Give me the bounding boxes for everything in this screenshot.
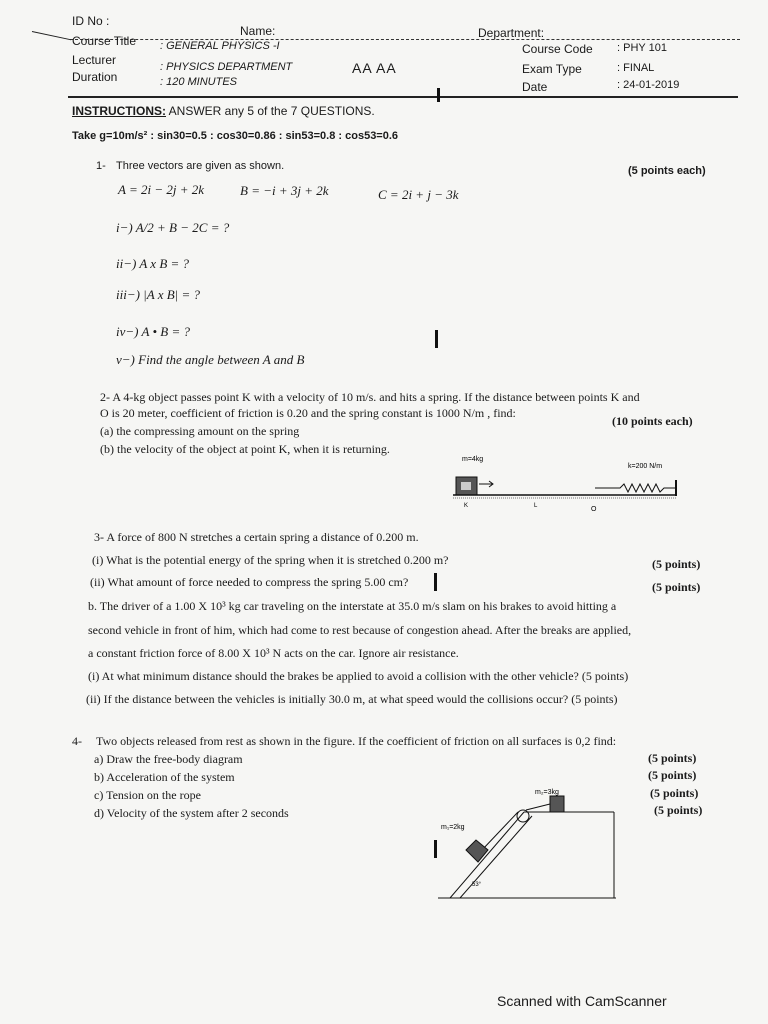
q3-b-part-ii: (ii) If the distance between the vehicles is initially 30.0 m, at what speed would the collisions occur? (5 points) <box>86 692 618 706</box>
q3-line1: 3- A force of 800 N stretches a certain spring a distance of 0.200 m. <box>94 530 419 544</box>
q2-points: (10 points each) <box>612 414 693 428</box>
instructions-label: INSTRUCTIONS: <box>72 104 166 118</box>
pen-stroke <box>32 31 71 40</box>
exam-type-label: Exam Type <box>522 62 582 76</box>
scanner-watermark: Scanned with CamScanner <box>497 993 667 1009</box>
q1-part-ii: ii−) A x B = ? <box>116 256 190 271</box>
q2-fig-label-l: L <box>534 503 538 509</box>
header-bottom-rule <box>68 96 738 98</box>
q3-b-line1: b. The driver of a 1.00 X 10³ kg car traveling on the interstate at 35.0 m/s slam on his brakes to avoid hitting a <box>88 599 617 613</box>
pen-mark <box>437 88 440 102</box>
q2-fig-label-o: O <box>591 506 597 513</box>
duration-value: : 120 MINUTES <box>160 76 238 88</box>
duration-label: Duration <box>72 70 118 84</box>
q4-fig-angle: 53° <box>472 882 482 888</box>
q2-fig-label-k: K <box>464 503 469 509</box>
q3-part-ii: (ii) What amount of force needed to compress the spring 5.00 cm? <box>90 575 409 589</box>
q1-vector-c: C = 2i + j − 3k <box>378 187 459 202</box>
course-title-value: : GENERAL PHYSICS -I <box>160 40 280 52</box>
q3-b-line2: second vehicle in front of him, which had come to rest because of congestion ahead. After the breaks are applied, <box>88 623 632 637</box>
q4-part-b-points: (5 points) <box>648 768 697 782</box>
id-no-label: ID No : <box>72 14 110 28</box>
q4-part-d: d) Velocity of the system after 2 seconds <box>94 806 289 820</box>
q4-part-d-points: (5 points) <box>654 803 703 817</box>
q1-part-v: v−) Find the angle between A and B <box>116 352 305 367</box>
q1-part-iv: iv−) A • B = ? <box>116 324 190 339</box>
q2-fig-mass: m=4kg <box>462 456 484 463</box>
q1-number: 1- <box>96 160 106 172</box>
q2-fig-k: k=200 N/m <box>628 463 663 470</box>
q3-part-ii-points: (5 points) <box>652 580 701 594</box>
instructions-text: ANSWER any 5 of the 7 QUESTIONS. <box>168 104 375 118</box>
pen-mark <box>434 573 437 591</box>
q4-number: 4- <box>72 734 82 748</box>
q3-part-i: (i) What is the potential energy of the spring when it is stretched 0.200 m? <box>92 553 449 567</box>
date-label: Date <box>522 80 548 94</box>
constants-line: Take g=10m/s² : sin30=0.5 : cos30=0.86 : sin53=0.8 : cos53=0.6 <box>72 130 399 142</box>
q1-vector-b: B = −i + 3j + 2k <box>240 183 329 198</box>
course-code-label: Course Code <box>522 42 593 56</box>
q1-vector-a: A = 2i − 2j + 2k <box>118 182 205 197</box>
q2-line1: 2- A 4-kg object passes point K with a velocity of 10 m/s. and hits a spring. If the distance between points K and <box>100 390 640 404</box>
q2-part-b: (b) the velocity of the object at point K, when it is returning. <box>100 442 390 456</box>
q4-part-a-points: (5 points) <box>648 751 697 765</box>
q2-part-a: (a) the compressing amount on the spring <box>100 424 300 438</box>
q1-part-i: i−) A/2 + B − 2C = ? <box>116 220 230 235</box>
q4-part-a: a) Draw the free-body diagram <box>94 752 243 766</box>
q3-part-i-points: (5 points) <box>652 557 701 571</box>
q3-b-line3: a constant friction force of 8.00 X 10³ N acts on the car. Ignore air resistance. <box>88 646 459 660</box>
q1-part-iii: iii−) |A x B| = ? <box>116 287 201 302</box>
course-title-label: Course Title <box>72 34 137 48</box>
q1-points: (5 points each) <box>628 165 706 177</box>
q4-text: Two objects released from rest as shown in the figure. If the coefficient of friction on all surfaces is 0,2 find: <box>96 734 617 748</box>
q4-fig-m1: m₁=2kg <box>441 824 465 831</box>
q4-part-c: c) Tension on the rope <box>94 788 201 802</box>
name-label: Name: <box>240 24 276 38</box>
q4-part-c-points: (5 points) <box>650 786 699 800</box>
lecturer-value: : PHYSICS DEPARTMENT <box>160 61 293 73</box>
lecturer-label: Lecturer <box>72 53 117 67</box>
q2-line2: O is 20 meter, coefficient of friction is 0.20 and the spring constant is 1000 N/m , find: <box>100 406 516 420</box>
date-value: : 24-01-2019 <box>617 79 680 91</box>
center-mark: AA AA <box>352 60 397 76</box>
pen-mark <box>435 330 438 348</box>
q4-part-b: b) Acceleration of the system <box>94 770 235 784</box>
q4-fig-m2: m₂=3kg <box>535 789 559 796</box>
q2-figure <box>445 450 685 520</box>
department-label: Department: <box>478 26 545 40</box>
q4-figure <box>436 784 626 904</box>
exam-type-value: : FINAL <box>617 62 655 74</box>
q1-text: Three vectors are given as shown. <box>116 160 285 172</box>
instructions <box>72 104 375 118</box>
course-code-value: : PHY 101 <box>617 42 667 54</box>
q3-b-part-i: (i) At what minimum distance should the brakes be applied to avoid a collision with the other vehicle? (5 points) <box>88 669 629 683</box>
